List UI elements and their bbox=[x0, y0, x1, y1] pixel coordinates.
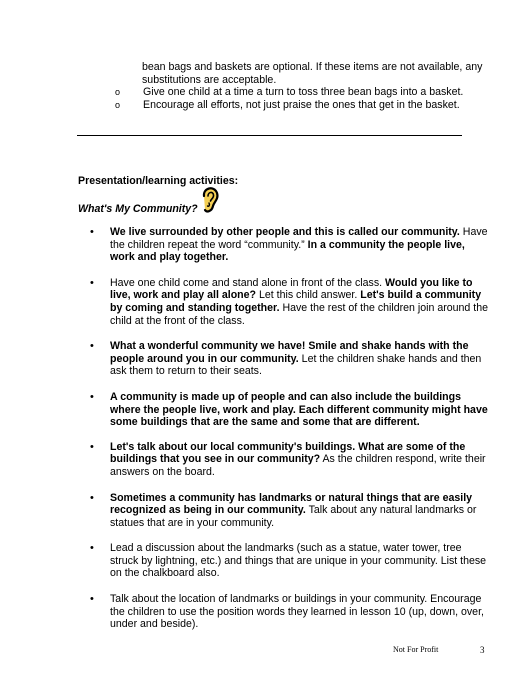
bold-text-run: What a wonderful community we have! Smile and shake hands with the people around you in our community. bbox=[110, 340, 469, 365]
text-run: Talk about any natural landmarks or statues that are in your community. bbox=[110, 504, 477, 529]
bullet-text bbox=[110, 441, 490, 479]
list-continuation: bean bags and baskets are optional. If these items are not available, any substitutions are acceptable. bbox=[142, 61, 483, 86]
text-run: Have the children repeat the word “community.” bbox=[110, 226, 488, 251]
bullet-dot-icon: • bbox=[90, 491, 94, 504]
list-item bbox=[114, 86, 494, 99]
bold-text-run: Would you like to live, work and play all alone? bbox=[110, 276, 473, 302]
bullet-text bbox=[110, 340, 490, 378]
bullet-text bbox=[110, 593, 490, 631]
list-item-text: Give one child at a time a turn to toss three bean bags into a basket. bbox=[143, 86, 464, 99]
subsection-title: What's My Community? bbox=[78, 203, 198, 215]
bold-text-run: Sometimes a community has landmarks or natural things that are easily recognized as being in our community. bbox=[110, 491, 473, 517]
bullet-dot-icon: • bbox=[90, 226, 94, 238]
text-run: Let this child answer. bbox=[256, 289, 361, 302]
text-run: Lead a discussion about the landmarks (such as a statue, water tower, tree struck by lightning, etc.) and things that are unique in your community. List these on the chalkboard also. bbox=[110, 542, 487, 580]
bold-text-run: We live surrounded by other people and this is called our community. bbox=[110, 226, 460, 238]
bullet-text bbox=[110, 542, 490, 580]
activity-bullet-list bbox=[90, 226, 490, 631]
text-run: Talk about the location of landmarks or buildings in your community. Encourage the children to use the position words they learned in lesson 10 (up, down, over, under and beside). bbox=[110, 593, 484, 631]
text-run: As the children respond, write their answers on the board. bbox=[110, 453, 486, 478]
bold-text-run: Let's build a community by coming and standing together. bbox=[110, 289, 482, 314]
material-sub-list bbox=[114, 61, 494, 111]
bullet-dot-icon: • bbox=[90, 340, 94, 353]
bullet-item bbox=[90, 277, 490, 327]
bold-text-run: A community is made up of people and can also include the buildings where the people live, work and play. Each different community might have some buildings that are the same and some that are different. bbox=[110, 390, 488, 429]
bullet-item bbox=[90, 340, 490, 378]
bullet-item bbox=[90, 391, 490, 429]
bullet-item bbox=[90, 492, 490, 530]
bullet-dot-icon: • bbox=[90, 542, 94, 555]
circle-bullet-icon: o bbox=[115, 87, 121, 98]
bullet-item bbox=[90, 226, 490, 264]
bullet-dot-icon: • bbox=[90, 440, 94, 453]
bullet-dot-icon: • bbox=[90, 276, 94, 289]
horizontal-divider bbox=[77, 135, 462, 136]
bullet-text bbox=[110, 277, 490, 327]
bullet-text bbox=[110, 391, 490, 429]
bullet-item bbox=[90, 593, 490, 631]
bullet-dot-icon: • bbox=[90, 390, 94, 403]
page-number: 3 bbox=[480, 645, 485, 655]
text-run: Let the children shake hands and then ask them to return to their seats. bbox=[110, 352, 482, 378]
bullet-dot-icon: • bbox=[90, 593, 94, 606]
ear-icon bbox=[198, 184, 220, 214]
bullet-item bbox=[90, 441, 490, 479]
bullet-text bbox=[110, 226, 490, 264]
bold-text-run: In a community the people live, work and play together. bbox=[110, 238, 465, 264]
list-item bbox=[114, 99, 494, 112]
bullet-item bbox=[90, 542, 490, 580]
circle-bullet-icon: o bbox=[115, 99, 121, 110]
section-title: Presentation/learning activities: bbox=[78, 175, 239, 187]
bold-text-run: Let's talk about our local community's buildings. What are some of the buildings that you see in our community? bbox=[110, 440, 466, 466]
bullet-text bbox=[110, 492, 490, 530]
footer-text: Not For Profit bbox=[393, 645, 439, 654]
text-run: Have one child come and stand alone in front of the class. bbox=[110, 276, 386, 289]
list-item-text: Encourage all efforts, not just praise the ones that get in the basket. bbox=[143, 98, 460, 111]
text-run: Have the rest of the children join around the child at the front of the class. bbox=[110, 301, 488, 327]
